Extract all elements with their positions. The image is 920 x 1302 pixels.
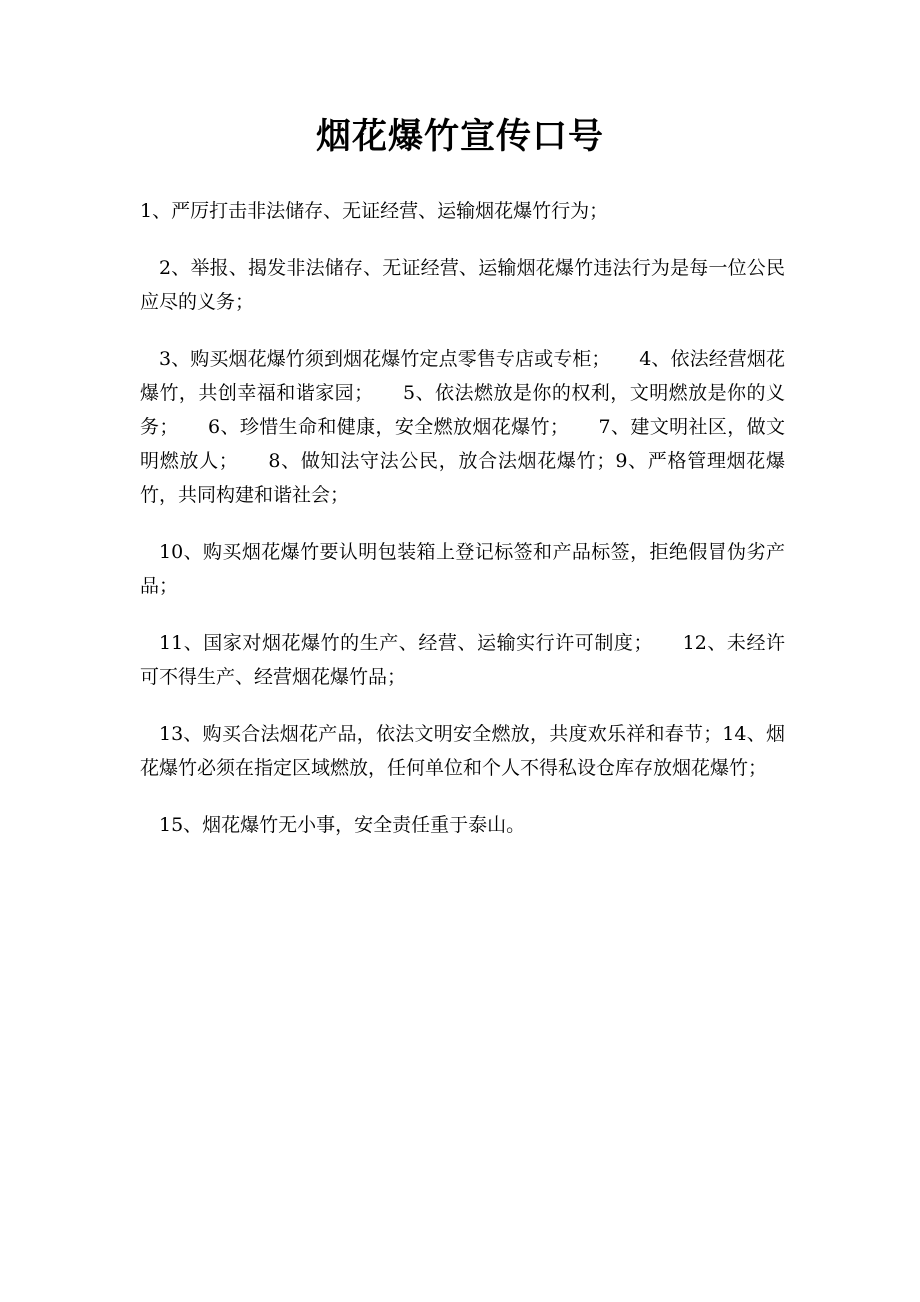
slogan-paragraph-2: 2、举报、揭发非法储存、无证经营、运输烟花爆竹违法行为是每一位公民应尽的义务；: [140, 257, 785, 313]
slogan-paragraph-3: 3、购买烟花爆竹须到烟花爆竹定点零售专店或专柜； 4、依法经营烟花爆竹，共创幸福和谐家园； 5、依法燃放是你的权利，文明燃放是你的义务； 6、珍惜生命和健康，安全燃放烟花爆竹； 7、建文明社区，做文明燃放人； 8、做知法守法公民，放合法烟花爆竹；9、严格管理烟花爆竹，共同构建和谐社会；: [140, 348, 785, 506]
slogan-paragraph-1: 1、严厉打击非法储存、无证经营、运输烟花爆竹行为；: [140, 200, 609, 222]
slogan-paragraph-7: 15、烟花爆竹无小事，安全责任重于泰山。: [159, 814, 526, 836]
document-title: 烟花爆竹宣传口号: [315, 116, 604, 157]
slogan-paragraph-5: 11、国家对烟花爆竹的生产、经营、运输实行许可制度； 12、未经许可不得生产、经营烟花爆竹品；: [140, 632, 785, 688]
slogan-paragraph-4: 10、购买烟花爆竹要认明包装箱上登记标签和产品标签，拒绝假冒伪劣产品；: [140, 541, 785, 597]
slogan-paragraph-6: 13、购买合法烟花产品，依法文明安全燃放，共度欢乐祥和春节；14、烟花爆竹必须在指定区域燃放，任何单位和个人不得私设仓库存放烟花爆竹；: [140, 723, 785, 779]
document-body: [140, 194, 785, 865]
